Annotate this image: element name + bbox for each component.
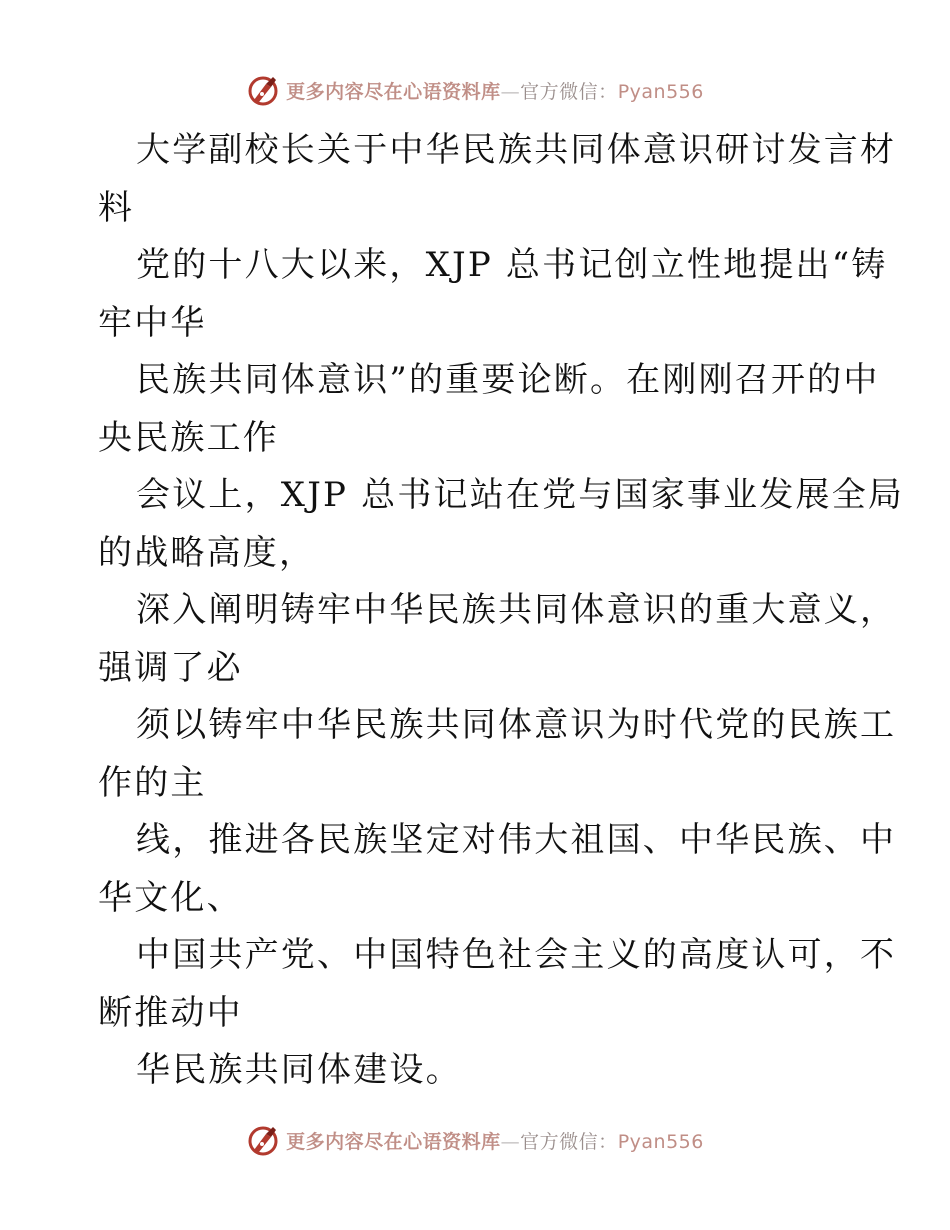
pen-nib-logo-icon xyxy=(246,1123,280,1157)
document-title xyxy=(98,122,897,237)
text-line-continuation: 强调了必 xyxy=(98,647,243,688)
text-line-continuation: 作的主 xyxy=(98,762,207,803)
banner-site-text: 更多内容尽在心语资料库 xyxy=(286,1130,501,1153)
text-line-continuation: 华文化、 xyxy=(98,877,243,918)
banner-wechat-id: Pyan556 xyxy=(617,1130,704,1153)
document-body xyxy=(98,122,905,1112)
paragraph xyxy=(98,812,897,927)
banner-wechat-id: Pyan556 xyxy=(617,80,704,103)
banner-separator: — xyxy=(500,1130,521,1153)
paragraph xyxy=(98,927,897,1042)
text-line: 大学副校长关于中华民族共同体意识研讨发言材 xyxy=(136,130,897,170)
text-line-continuation: 牢中华 xyxy=(98,302,207,343)
banner-wechat-label: 官方微信： xyxy=(520,1130,618,1153)
banner-wechat-label: 官方微信： xyxy=(520,80,618,103)
text-line: 民族共同体意识”的重要论断。在刚刚召开的中 xyxy=(136,360,880,400)
banner-text xyxy=(286,77,704,104)
text-line-continuation: 料 xyxy=(98,187,135,228)
text-line: 华民族共同体建设。 xyxy=(136,1050,462,1090)
text-line-continuation: 断推动中 xyxy=(98,992,243,1033)
paragraph xyxy=(98,1042,858,1100)
banner-text xyxy=(286,1127,704,1154)
text-line: 须以铸牢中华民族共同体意识为时代党的民族工 xyxy=(136,705,897,745)
text-line: 会议上，XJP 总书记站在党与国家事业发展全局 xyxy=(136,475,905,515)
text-line: 线，推进各民族坚定对伟大祖国、中华民族、中 xyxy=(136,820,897,860)
banner-separator: — xyxy=(500,80,521,103)
text-line: 深入阐明铸牢中华民族共同体意识的重大意义， xyxy=(136,590,897,630)
pen-nib-logo-icon xyxy=(246,73,280,107)
text-line: 党的十八大以来，XJP 总书记创立性地提出“铸 xyxy=(136,245,888,285)
text-line: 中国共产党、中国特色社会主义的高度认可，不 xyxy=(136,935,897,975)
header-watermark-banner xyxy=(0,70,950,110)
paragraph xyxy=(98,697,897,812)
text-line-continuation: 央民族工作 xyxy=(98,417,279,458)
paragraph xyxy=(98,237,888,352)
paragraph xyxy=(98,467,905,582)
text-line-continuation: 的战略高度， xyxy=(98,532,316,573)
footer-watermark-banner xyxy=(0,1120,950,1160)
paragraph xyxy=(98,352,880,467)
banner-site-text: 更多内容尽在心语资料库 xyxy=(286,80,501,103)
paragraph xyxy=(98,582,897,697)
